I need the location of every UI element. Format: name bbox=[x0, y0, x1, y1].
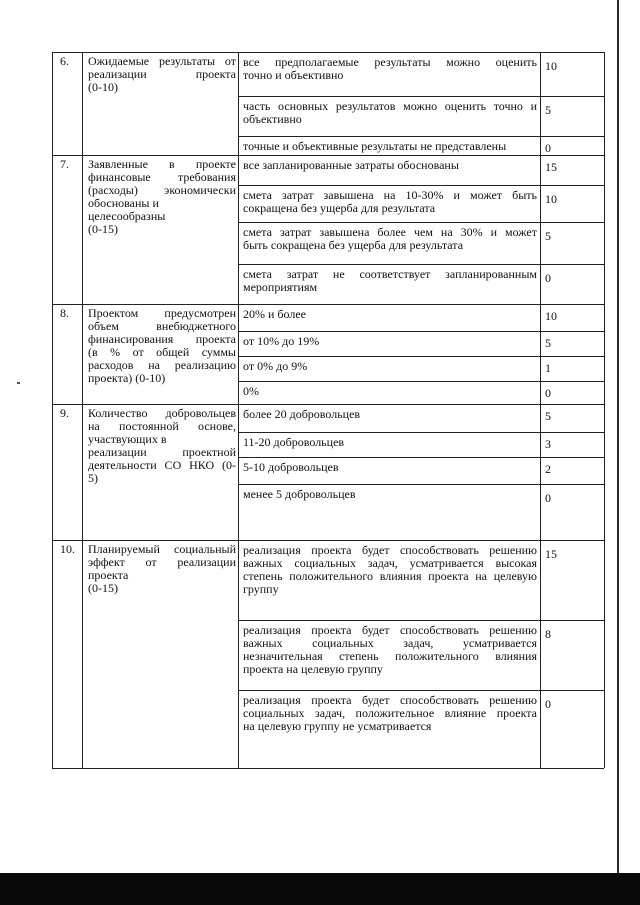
option-text bbox=[243, 100, 537, 126]
option-line: реализация проекта будет способствовать решению bbox=[243, 623, 537, 637]
row-number: 10. bbox=[60, 542, 75, 556]
option-line: объективно bbox=[243, 112, 302, 126]
option-border bbox=[238, 381, 604, 382]
criterion-line: Проектом предусмотрен bbox=[88, 306, 236, 320]
criterion-line: проекта bbox=[88, 568, 129, 582]
row-number: 8. bbox=[60, 306, 69, 320]
criterion-line: (0-15) bbox=[88, 222, 118, 236]
criterion-line: (расходы) экономически bbox=[88, 183, 236, 197]
criterion-line: Количество добровольцев bbox=[88, 406, 236, 420]
option-text bbox=[243, 360, 537, 373]
score-value: 0 bbox=[545, 697, 551, 711]
score-value: 3 bbox=[545, 437, 551, 451]
option-line: на целевую группу не усматривается bbox=[243, 719, 432, 733]
option-border bbox=[238, 356, 604, 357]
option-line: от 0% до 9% bbox=[243, 359, 308, 373]
criterion-cell bbox=[88, 55, 236, 94]
option-border bbox=[238, 432, 604, 433]
score-value: 1 bbox=[545, 361, 551, 375]
criterion-cell bbox=[88, 407, 236, 485]
option-border bbox=[238, 96, 604, 97]
option-text bbox=[243, 268, 537, 294]
criterion-line: 5) bbox=[88, 471, 98, 485]
option-text bbox=[243, 385, 537, 398]
row-border bbox=[52, 155, 604, 156]
score-value: 0 bbox=[545, 141, 551, 155]
option-line: степень положительного влияния проекта на целевую bbox=[243, 569, 537, 583]
option-line: менее 5 добровольцев bbox=[243, 487, 356, 501]
option-text bbox=[243, 159, 537, 172]
option-line: точные и объективные результаты не представлены bbox=[243, 139, 507, 153]
score-value: 0 bbox=[545, 491, 551, 505]
row-number: 6. bbox=[60, 54, 69, 68]
option-line: смета затрат не соответствует запланированным bbox=[243, 267, 537, 281]
score-value: 10 bbox=[545, 59, 557, 73]
score-value: 15 bbox=[545, 160, 557, 174]
criterion-line: целесообразны bbox=[88, 209, 166, 223]
criterion-cell bbox=[88, 543, 236, 595]
table-border-right bbox=[604, 52, 605, 768]
score-value: 0 bbox=[545, 386, 551, 400]
option-line: часть основных результатов можно оценить точно и bbox=[243, 99, 537, 113]
row-border bbox=[52, 304, 604, 305]
option-line: реализация проекта будет способствовать решению bbox=[243, 693, 537, 707]
option-border bbox=[238, 620, 604, 621]
criterion-line: проекта) (0-10) bbox=[88, 371, 166, 385]
row-number: 9. bbox=[60, 406, 69, 420]
criterion-line: реализации проекта bbox=[88, 67, 236, 81]
scan-speck bbox=[17, 382, 20, 384]
option-line: от 10% до 19% bbox=[243, 334, 320, 348]
scan-bottom-border bbox=[0, 873, 640, 905]
criterion-line: Ожидаемые результаты от bbox=[88, 54, 236, 68]
score-value: 5 bbox=[545, 229, 551, 243]
option-line: 11-20 добровольцев bbox=[243, 435, 345, 449]
option-border bbox=[238, 457, 604, 458]
row-border bbox=[52, 540, 604, 541]
criterion-line: Планируемый социальный bbox=[88, 542, 236, 556]
table-border-bottom bbox=[52, 768, 604, 769]
criterion-line: объем внебюджетного bbox=[88, 319, 236, 333]
option-line: сокращена без ущерба для результата bbox=[243, 201, 436, 215]
option-line: 5-10 добровольцев bbox=[243, 460, 339, 474]
option-border bbox=[238, 331, 604, 332]
option-line: смета затрат завышена на 10-30% и может быть bbox=[243, 188, 537, 202]
score-value: 10 bbox=[545, 192, 557, 206]
criterion-line: (в % от общей суммы bbox=[88, 345, 236, 359]
option-line: 20% и более bbox=[243, 307, 307, 321]
criterion-line: финансирования проекта bbox=[88, 332, 236, 346]
page-edge-line bbox=[617, 0, 619, 905]
option-text bbox=[243, 56, 537, 82]
option-text bbox=[243, 624, 537, 676]
score-value: 2 bbox=[545, 462, 551, 476]
criterion-line: обоснованы и bbox=[88, 196, 159, 210]
criterion-line: расходов на реализацию bbox=[88, 358, 236, 372]
option-line: реализация проекта будет способствовать решению bbox=[243, 543, 537, 557]
option-line: группу bbox=[243, 582, 279, 596]
score-value: 15 bbox=[545, 547, 557, 561]
option-text bbox=[243, 189, 537, 215]
option-text bbox=[243, 488, 537, 501]
criterion-line: эффект от реализации bbox=[88, 555, 236, 569]
score-value: 5 bbox=[545, 336, 551, 350]
criterion-line: на постоянной основе, bbox=[88, 419, 236, 433]
option-line: проекта на целевую группу bbox=[243, 662, 383, 676]
option-text bbox=[243, 694, 537, 733]
criterion-line: (0-10) bbox=[88, 80, 118, 94]
option-line: смета затрат завышена более чем на 30% и может bbox=[243, 225, 537, 239]
criterion-line: Заявленные в проекте bbox=[88, 157, 236, 171]
row-border bbox=[52, 52, 604, 53]
row-number: 7. bbox=[60, 157, 69, 171]
criterion-line: деятельности СО НКО (0- bbox=[88, 458, 236, 472]
option-text bbox=[243, 408, 537, 421]
criterion-cell bbox=[88, 158, 236, 236]
option-line: более 20 добровольцев bbox=[243, 407, 361, 421]
option-border bbox=[238, 484, 604, 485]
score-value: 5 bbox=[545, 103, 551, 117]
option-text bbox=[243, 140, 537, 153]
option-text bbox=[243, 544, 537, 596]
option-text bbox=[243, 335, 537, 348]
column-divider-score bbox=[540, 52, 541, 768]
option-line: точно и объективно bbox=[243, 68, 344, 82]
table-border-left bbox=[52, 52, 53, 768]
criterion-line: участвующих в bbox=[88, 432, 167, 446]
option-border bbox=[238, 690, 604, 691]
option-border bbox=[238, 264, 604, 265]
option-line: все запланированные затраты обоснованы bbox=[243, 158, 459, 172]
option-line: важных социальных задач, усматривается bbox=[243, 636, 537, 650]
option-line: все предполагаемые результаты можно оценить bbox=[243, 55, 537, 69]
option-line: социальных задач, положительное влияние проекта bbox=[243, 706, 537, 720]
option-text bbox=[243, 308, 537, 321]
option-line: мероприятиям bbox=[243, 280, 318, 294]
option-text bbox=[243, 226, 537, 252]
row-border bbox=[52, 404, 604, 405]
score-value: 8 bbox=[545, 627, 551, 641]
criterion-line: финансовые требования bbox=[88, 170, 236, 184]
option-border bbox=[238, 185, 604, 186]
option-text bbox=[243, 461, 537, 474]
criterion-line: (0-15) bbox=[88, 581, 118, 595]
option-text bbox=[243, 436, 537, 449]
criterion-line: реализации проектной bbox=[88, 445, 236, 459]
option-line: быть сокращена без ущерба для результата bbox=[243, 238, 464, 252]
option-border bbox=[238, 136, 604, 137]
column-divider-criterion bbox=[238, 52, 239, 768]
option-line: важных социальных задач, усматривается высокая bbox=[243, 556, 537, 570]
option-border bbox=[238, 222, 604, 223]
score-value: 5 bbox=[545, 409, 551, 423]
option-line: незначительная степень положительного влияния bbox=[243, 649, 537, 663]
option-line: 0% bbox=[243, 384, 259, 398]
score-value: 0 bbox=[545, 271, 551, 285]
score-value: 10 bbox=[545, 309, 557, 323]
criterion-cell bbox=[88, 307, 236, 385]
